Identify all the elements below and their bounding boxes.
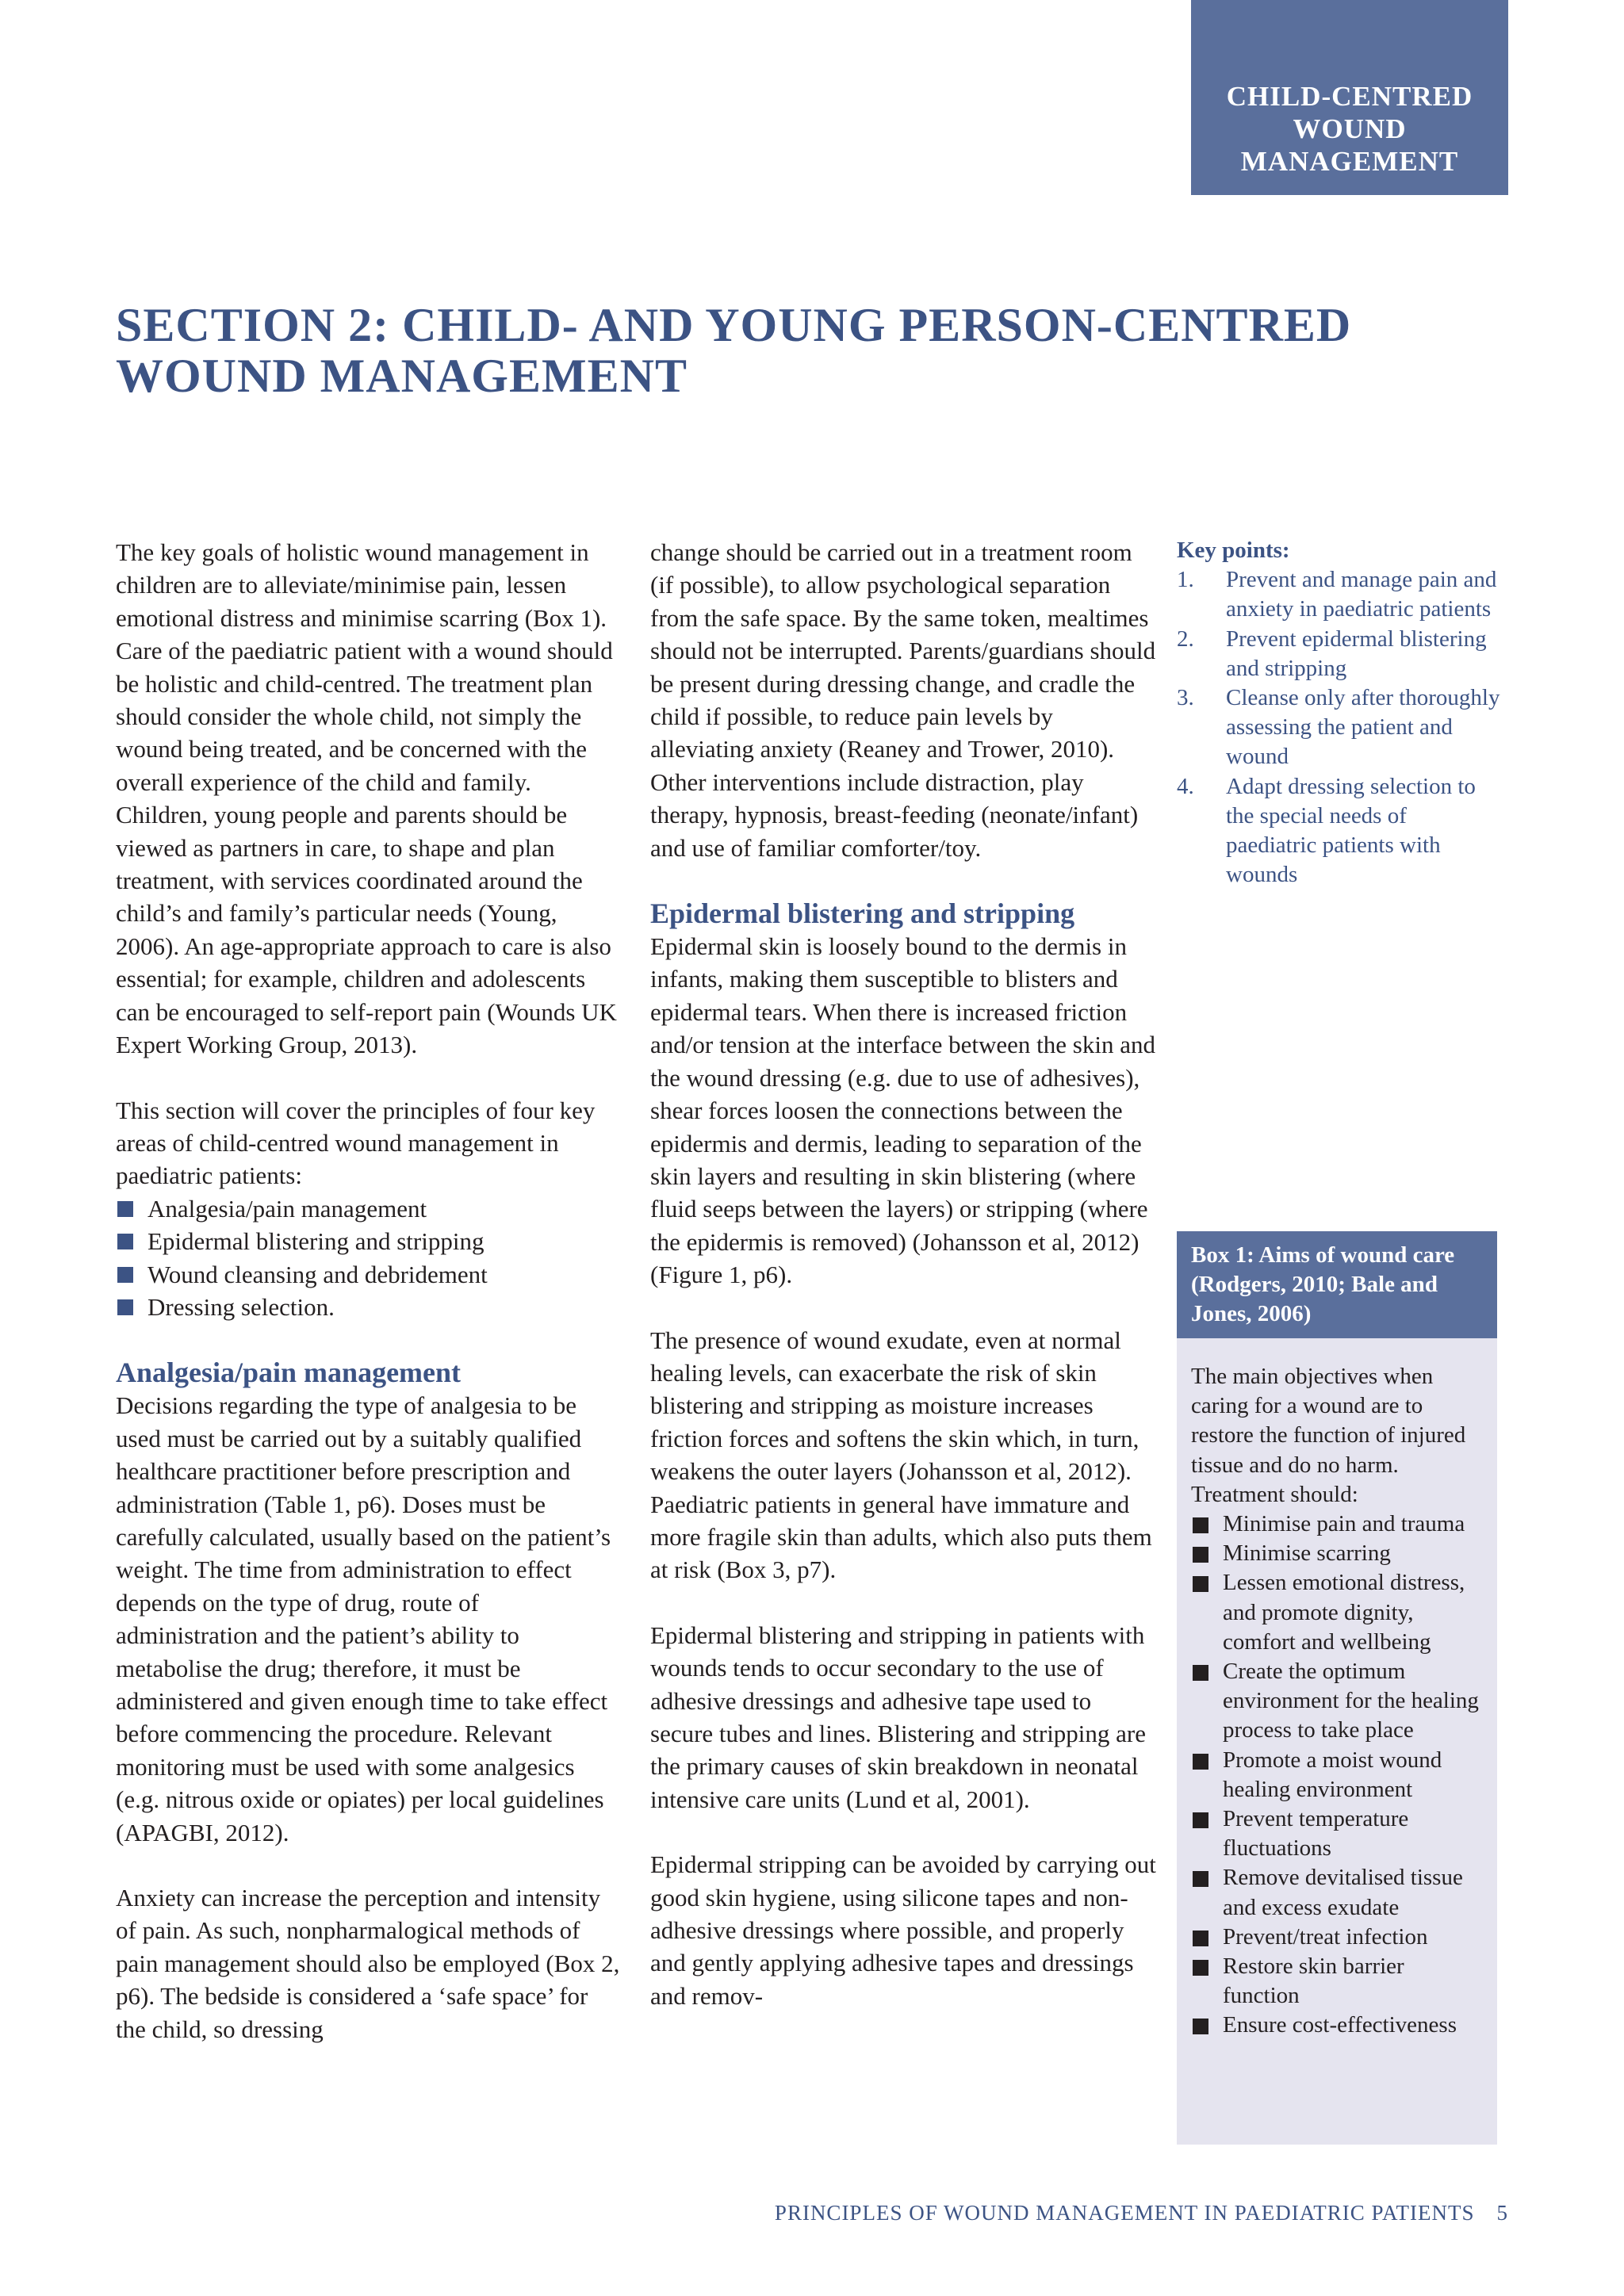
square-bullet-icon <box>1193 1576 1208 1592</box>
header-tab-line: WOUND <box>1293 113 1407 144</box>
square-bullet-icon <box>117 1267 133 1283</box>
square-bullet-icon <box>1193 1931 1208 1946</box>
key-areas-list <box>116 1192 623 1324</box>
box-aims-of-wound-care <box>1177 1231 1497 2145</box>
header-tab-line: CHILD-CENTRED <box>1226 81 1473 112</box>
list-item: 3. Cleanse only after thoroughly assessing the patient and wound <box>1177 685 1500 770</box>
square-bullet-icon <box>1193 1517 1208 1533</box>
section-title <box>116 300 1464 401</box>
list-item: 4. Adapt dressing selection to the special needs of paediatric patients with wounds <box>1177 773 1476 888</box>
square-bullet-icon <box>1193 1665 1208 1681</box>
paragraph: This section will cover the principles of four key areas of child-centred wound management in paediatric patients: <box>116 1096 596 1190</box>
box-aims-list <box>1191 1510 1483 2041</box>
header-tab-line: MANAGEMENT <box>1240 146 1459 177</box>
paragraph: The key goals of holistic wound management in children are to alleviate/minimise pain, lessen emotional distress and minimise scarring (Box 1). Care of the paediatric patient with a wound should be holistic and child-centred. The treatment plan should consider the whole child, not simply the wound being treated, and be concerned with the overall experience of the child and family. Children, young people and parents should be viewed as partners in care, to shape and plan treatment, with services coordinated around the child’s and family’s particular needs (Young, 2006). An age-appropriate approach to care is also essential; for example, children and adolescents can be encouraged to self-report pain (Wounds UK Expert Working Group, 2013). <box>116 538 617 1059</box>
list-item: 1. Prevent and manage pain and anxiety in paediatric patients <box>1177 567 1497 622</box>
paragraph: Epidermal skin is loosely bound to the dermis in infants, making them susceptible to blisters and epidermal tears. When there is increased friction and/or tension at the interface between the skin and the wound dressing (e.g. due to use of adhesives), shear forces loosen the connections between the epidermis and dermis, leading to separation of the skin layers and resulting in skin blistering (where fluid seeps between the layers) or stripping (where the epidermis is removed) (Johansson et al, 2012) (Figure 1, p6). <box>650 932 1155 1289</box>
running-title: PRINCIPLES OF WOUND MANAGEMENT IN PAEDIATRIC PATIENTS <box>774 2201 1475 2225</box>
square-bullet-icon <box>1193 1871 1208 1887</box>
paragraph: Epidermal stripping can be avoided by carrying out good skin hygiene, using silicone tapes and non-adhesive dressings where possible, and properly and gently applying adhesive tapes and dressings and remov- <box>650 1850 1156 2010</box>
section-title-line: SECTION 2: CHILD- AND YOUNG PERSON-CENTRED <box>116 299 1352 351</box>
square-bullet-icon <box>117 1234 133 1249</box>
paragraph: change should be carried out in a treatment room (if possible), to allow psychological separation from the safe space. By the same token, mealtimes should not be interrupted. Parents/guardians should be present during dressing change, and cradle the child if possible, to reduce pain levels by alleviating anxiety (Reaney and Trower, 2010). Other interventions include distraction, play therapy, hypnosis, breast-feeding (neonate/infant) and use of familiar comforter/toy. <box>650 538 1156 862</box>
key-points-list <box>1177 565 1502 890</box>
list-item: Epidermal blistering and stripping <box>116 1225 623 1257</box>
list-item: Lessen emotional distress, and promote dignity, comfort and wellbeing <box>1191 1568 1483 1657</box>
paragraph: The presence of wound exudate, even at normal healing levels, can exacerbate the risk of skin blistering and stripping as moisture increases friction forces and softens the skin which, in turn, weakens the outer layers (Johansson et al, 2012). Paediatric patients in general have immature and more fragile skin than adults, which also puts them at risk (Box 3, p7). <box>650 1326 1152 1584</box>
page-footer <box>775 2201 1508 2225</box>
box-title: Box 1: Aims of wound care (Rodgers, 2010; Bale and Jones, 2006) <box>1177 1231 1497 1338</box>
page-number: 5 <box>1496 2201 1508 2225</box>
paragraph: Anxiety can increase the perception and intensity of pain. As such, nonpharmalogical methods of pain management should also be employed (Box 2, p6). The bedside is considered a ‘safe space’ for the child, so dressing <box>116 1884 620 2043</box>
list-item: 2. Prevent epidermal blistering and stripping <box>1177 626 1487 681</box>
square-bullet-icon <box>1193 1547 1208 1563</box>
key-points <box>1177 536 1502 890</box>
square-bullet-icon <box>1193 1754 1208 1770</box>
subheading-analgesia: Analgesia/pain management <box>116 1357 462 1389</box>
body-column-1 <box>116 536 623 2045</box>
list-item: Prevent temperature fluctuations <box>1191 1804 1483 1863</box>
square-bullet-icon <box>117 1299 133 1315</box>
paragraph: Decisions regarding the type of analgesia to be used must be carried out by a suitably qualified healthcare practitioner before prescription and administration (Table 1, p6). Doses must be carefully calculated, usually based on the patient’s weight. The time from administration to effect depends on the type of drug, route of administration and the patient’s ability to metabolise the drug; therefore, it must be administered and given enough time to take effect before commencing the procedure. Relevant monitoring must be used with some analgesics (e.g. nitrous oxide or opiates) per local guidelines (APAGBI, 2012). <box>116 1391 611 1846</box>
square-bullet-icon <box>1193 1960 1208 1976</box>
list-item: Minimise pain and trauma <box>1191 1510 1483 1539</box>
list-item: Wound cleansing and debridement <box>116 1258 623 1291</box>
list-item: Prevent/treat infection <box>1191 1923 1483 1952</box>
paragraph: Epidermal blistering and stripping in patients with wounds tends to occur secondary to the use of adhesive dressings and adhesive tape used to secure tubes and lines. Blistering and stripping are the primary causes of skin breakdown in neonatal intensive care units (Lund et al, 2001). <box>650 1621 1147 1813</box>
header-tab <box>1191 0 1508 195</box>
box-intro: The main objectives when caring for a wound are to restore the function of injured tissue and do no harm. Treatment should: <box>1191 1364 1466 1507</box>
box-body <box>1177 1338 1497 2041</box>
list-item: Minimise scarring <box>1191 1539 1483 1568</box>
square-bullet-icon <box>1193 1812 1208 1828</box>
list-item: Remove devitalised tissue and excess exudate <box>1191 1863 1483 1922</box>
key-points-title: Key points: <box>1177 538 1290 563</box>
body-column-2 <box>650 536 1158 2012</box>
list-item: Promote a moist wound healing environment <box>1191 1746 1483 1804</box>
section-title-line: WOUND MANAGEMENT <box>116 350 688 402</box>
list-item: Create the optimum environment for the healing process to take place <box>1191 1657 1483 1746</box>
subheading-epidermal-blistering: Epidermal blistering and stripping <box>650 897 1075 930</box>
list-item: Analgesia/pain management <box>116 1192 623 1225</box>
square-bullet-icon <box>1193 2019 1208 2034</box>
list-item: Dressing selection. <box>116 1291 623 1323</box>
square-bullet-icon <box>117 1201 133 1217</box>
list-item: Ensure cost-effectiveness <box>1191 2011 1483 2040</box>
list-item: Restore skin barrier function <box>1191 1952 1483 2011</box>
